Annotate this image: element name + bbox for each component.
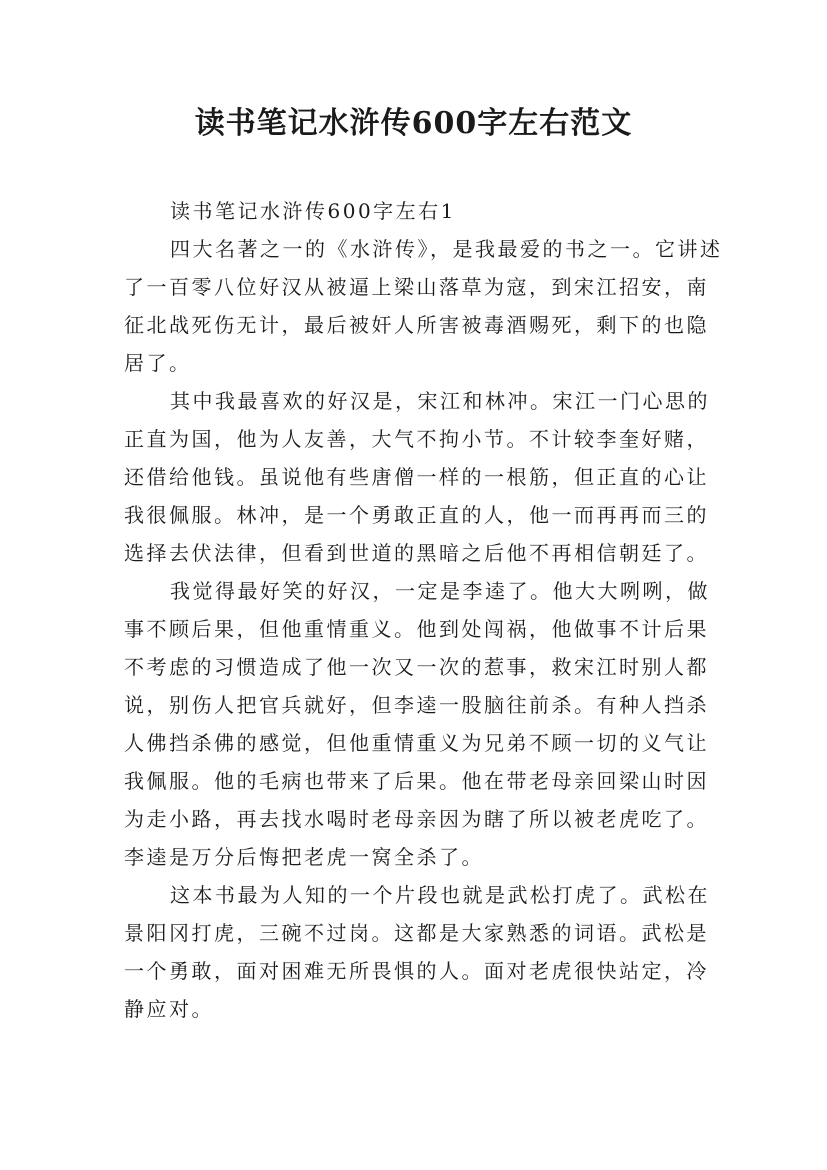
- document-title: 读书笔记水浒传600字左右范文: [194, 106, 633, 141]
- paragraph-likui: 我觉得最好笑的好汉，一定是李逵了。他大大咧咧，做事不顾后果，但他重情重义。他到处闯祸，他做事不计后果不考虑的习惯造成了他一次又一次的惹事，救宋江时别人都说，别伤人把官兵就好，但李逵一股脑往前杀。有种人挡杀人佛挡杀佛的感觉，但他重情重义为兄弟不顾一切的义气让我佩服。他的毛病也带来了后果。他在带老母亲回梁山时因为走小路，再去找水喝时老母亲因为瞎了所以被老虎吃了。李逵是万分后悔把老虎一窝全杀了。: [124, 579, 710, 869]
- section-heading: 读书笔记水浒传600字左右1: [170, 199, 456, 223]
- document-body: [124, 192, 724, 1028]
- paragraph-intro: 四大名著之一的《水浒传》，是我最爱的书之一。它讲述了一百零八位好汉从被逼上梁山落草为寇，到宋江招安，南征北战死伤无计，最后被奸人所害被毒酒赐死，剩下的也隐居了。: [124, 237, 723, 375]
- paragraph-songjiang-linchong: 其中我最喜欢的好汉是，宋江和林冲。宋江一门心思的正直为国，他为人友善，大气不拘小节。不计较李奎好赌，还借给他钱。虽说他有些唐僧一样的一根筋，但正直的心让我很佩服。林冲，是一个勇敢正直的人，他一而再再而三的选择去伏法律，但看到世道的黑暗之后他不再相信朝廷了。: [124, 389, 710, 565]
- paragraph-wusong: 这本书最为人知的一个片段也就是武松打虎了。武松在景阳冈打虎，三碗不过岗。这都是大家熟悉的词语。武松是一个勇敢，面对困难无所畏惧的人。面对老虎很快站定，冷静应对。: [124, 883, 710, 1021]
